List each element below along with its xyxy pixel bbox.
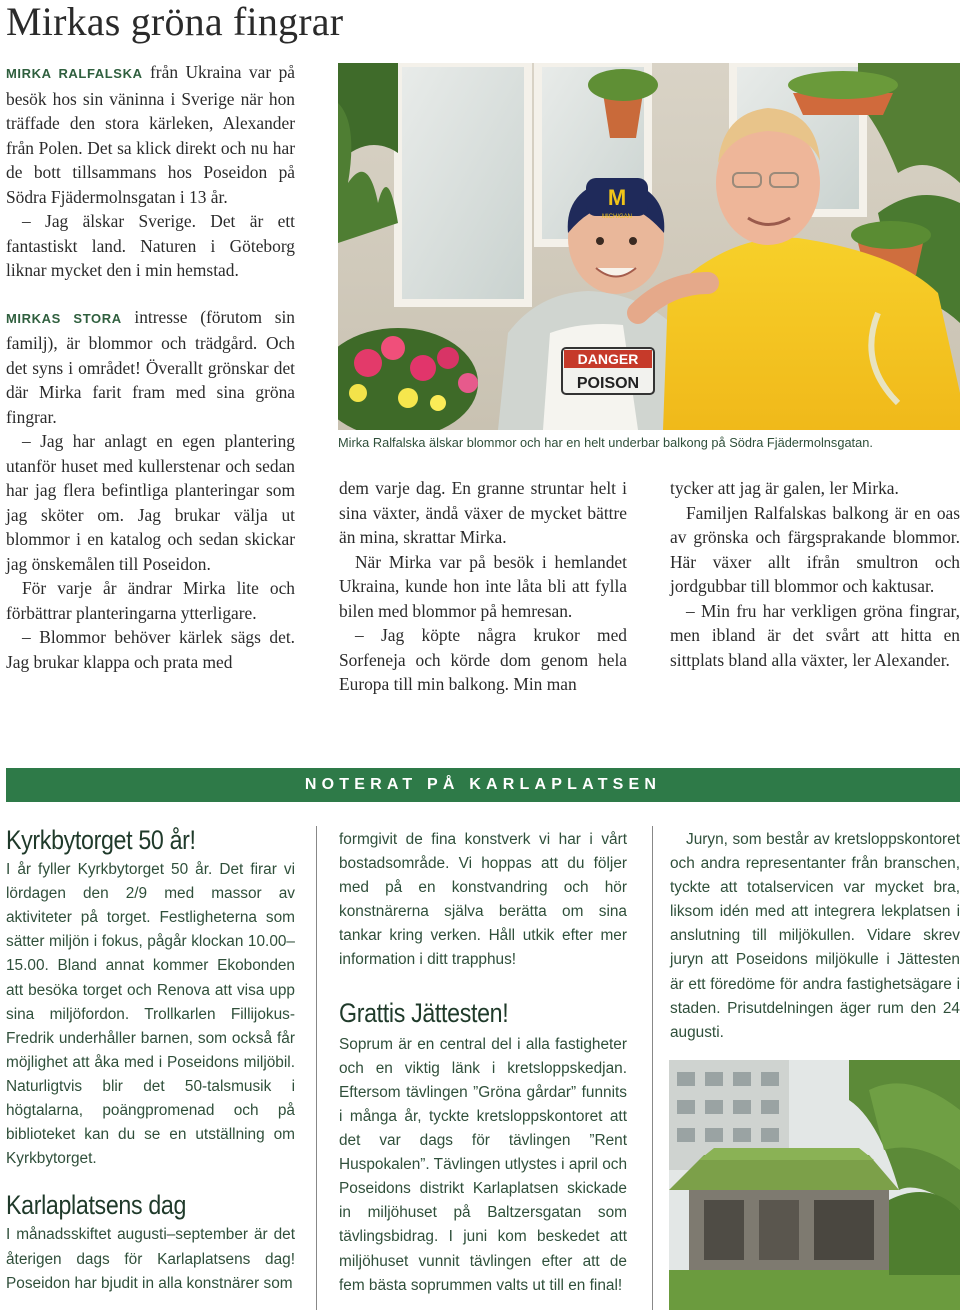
article-title: Mirkas gröna fingrar (6, 0, 344, 44)
article-col3-paragraph-2: Familjen Ralfalskas balkong är en oas av grönska och färgsprakande blommor. Här växer allt ifrån smultron och jordgubbar till blommor och kaktusar. (670, 502, 960, 596)
green-roof-building-illustration (669, 1060, 960, 1310)
column-divider-2 (652, 826, 653, 1310)
lead-name: MIRKA RALFALSKA (6, 66, 143, 81)
gratulation-heading: Grattis Jättesten! (339, 997, 509, 1028)
karlaplatsens-body: I månadsskiftet augusti–september är det återigen dags för Karlaplatsens dag! Poseidon har bjudit in alla konstnärer som (6, 1226, 295, 1292)
article-col2-paragraph-1: dem varje dag. En granne struntar helt i sina växter, ändå växer de mycket bättre än mina, skrattar Mirka. (339, 478, 627, 547)
cap-text: MICHIGAN (602, 214, 632, 220)
article-paragraph-3: MIRKAS STORA intresse (förutom sin familj), är blommor och trädgård. Och det syns i området! Överallt grönskar det där Mirka farit fram med sina gröna fingrar. (6, 306, 296, 427)
karlaplatsens-continued: formgivit de fina konstverk vi har i vårt bostadsområde. Vi hoppas att du följer med på en konstvandring och hör konstnärerna själva berätta om sina tankar kring verken. Håll utkik efter mer information i ditt trapphus! (339, 831, 627, 969)
article-col2-paragraph-2: När Mirka var på besök i hemlandet Ukraina, kunde hon inte låta bli att fylla bilen med blommor på hemresan. (339, 551, 627, 621)
article-paragraph-2: – Jag älskar Sverige. Det är ett fantastiskt land. Naturen i Göteborg liknar mycket den i min hemstad. (6, 211, 295, 280)
shirt-text-danger: DANGER (577, 351, 639, 367)
gratulation-body: Soprum är en central del i alla fastigheter och en viktig länk i kretsloppskedjan. Eftersom tävlingen ”Gröna gårdar” funnits i många år, tyckte kretsloppskontoret att det var dags för tävlingen ”Rent Huspokalen”. Tävlingen utlystes i april och Poseidons distrikt Karlaplatsen skickade in miljöhuset på Baltzersgatan som tävlingsbidrag. I juni kom beskedet att miljöhuset vunnit tävlingen efter att de fem bästa soprummen valts ut till en final! (339, 1035, 628, 1294)
miljohus-photo (669, 1060, 960, 1310)
karlaplatsens-heading: Karlaplatsens dag (6, 1190, 187, 1221)
jury-paragraph: Juryn, som består av kretsloppskontoret och andra representanter från branschen, tyckte att totalservicen var mycket bra, liksom idén med att integrera lekplatsen i anslutning till miljökullen. Vidare skrev juryn att Poseidons miljökulle i Jättesten är ett föredöme för andra fastighetsägare i staden. Prisutdelningen äger rum den 24 augusti. (670, 831, 960, 1041)
article-col3-paragraph-1: tycker att jag är galen, ler Mirka. (670, 478, 899, 498)
article-paragraph-4: – Jag har anlagt en egen plantering utanför huset med kullerstenar och sedan har jag flera befintliga planteringar som jag sköter om. Jag brukar välja ut blommor i en katalog och sedan skickar jag önskemålen till Poseidon. (6, 431, 295, 574)
svg-text:M: M (607, 185, 627, 210)
article-paragraph-1: MIRKA RALFALSKA från Ukraina var på besök hos sin väninna i Sverige när hon träffade den stora kärleken, Alexander från Polen. Det sa klick direkt och nu har de bott tillsammans hos Poseidon på Södra Fjädermolnsgatan i 13 år. (6, 62, 295, 207)
article-col3-paragraph-3: – Min fru har verkligen gröna fingrar, men ibland är det svårt att hitta en sittplats bland alla växter, ler Alexander. (670, 600, 960, 670)
article-paragraph-5: För varje år ändrar Mirka lite och förbättrar planteringarna ytterligare. (6, 578, 295, 623)
article-column-1 (6, 60, 295, 674)
news-column-3 (670, 828, 960, 1045)
shirt-text-poison: POISON (576, 375, 640, 392)
article-column-3 (670, 476, 960, 672)
column-divider-1 (316, 826, 317, 1310)
section-banner: NOTERAT PÅ KARLAPLATSEN (6, 768, 960, 802)
news-column-2 (339, 828, 627, 1298)
article-col2-paragraph-3: – Jag köpte några krukor med Sorfeneja och körde dom genom hela Europa till min balkong. Min man (339, 625, 627, 694)
kyrkbytorget-body: I år fyller Kyrkbytorget 50 år. Det firar vi lördagen den 2/9 med massor av aktiviteter på torget. Festligheterna som sätter miljön i fokus, pågår klockan 10.00–15.00. Bland annat kommer Ekobonden att besöka torget och Renova att visa upp sina miljöfordon. Trollkarlen Fillijokus-Fredrik underhåller barnen, som också får möjlighet att åka med i Poseidons miljöbil. Naturligtvis blir det 50-talsmusik i högtalarna, poängpromenad och på biblioteket kan du se en utställning om Kyrkbytorget. (6, 861, 295, 1168)
article-paragraph-6: – Blommor behöver kärlek sägs det. Jag brukar klappa och prata med (6, 627, 295, 672)
kyrkbytorget-heading: Kyrkbytorget 50 år! (6, 825, 196, 855)
lead-interest: MIRKAS STORA (6, 310, 122, 326)
main-photo (338, 63, 960, 430)
article-column-2 (339, 476, 627, 697)
news-column-1 (6, 825, 295, 1296)
photo-caption: Mirka Ralfalska älskar blommor och har en helt underbar balkong på Södra Fjädermolnsgatan. (338, 435, 873, 450)
balcony-photo-illustration (338, 63, 960, 430)
